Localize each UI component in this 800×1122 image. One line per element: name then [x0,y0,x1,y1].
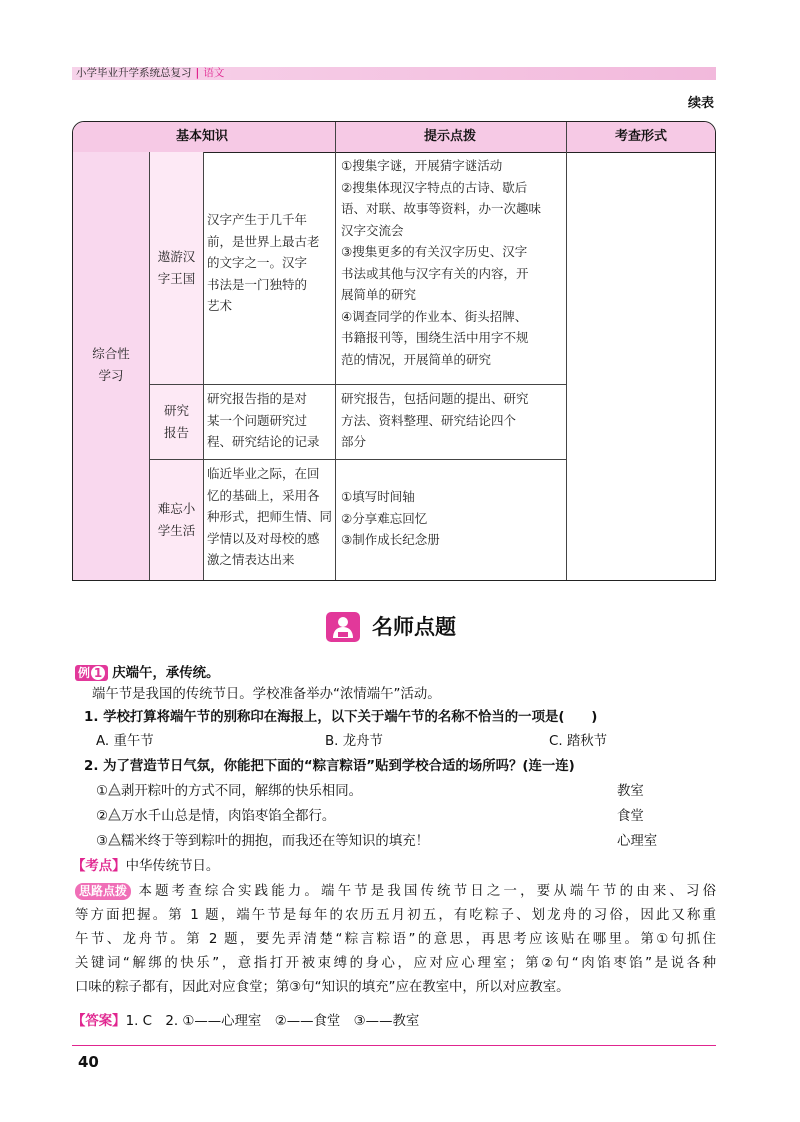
q1-option-a: A. 重午节 [96,734,154,749]
row3-knowledge: 临近毕业之际，在回 忆的基础上，采用各 种形式，把师生情、同 学情以及对母校的感 激之情表达出来 [207,466,333,567]
row1-tips: ①搜集字谜，开展猜字谜活动 ②搜集体现汉字特点的古诗、歇后 语、对联、故事等资料，办一次趣味 汉字交流会 ③搜集更多的有关汉字历史、汉字 书法或其他与汉字有关的内容，开 展简单的研究 ④调查同学的作业本、街头招牌、 书籍报刊等，围绕生活中用字不规 范的情况，开展简单的研究 [341,158,542,367]
book-title: 小学毕业升学系统总复习 [76,67,192,79]
exam-point: 【考点】中华传统节日。 [72,859,220,874]
example-intro: 端午节是我国的传统节日。学校准备举办“浓情端午”活动。 [92,687,441,702]
teacher-icon [326,612,360,642]
section-title: 名师点题 [372,615,456,639]
answer: 【答案】1. C 2. ①——心理室 ②——食堂 ③——教室 [72,1014,420,1029]
example-heading [75,664,219,684]
row1-subcategory: 遨游汉 字王国 [157,249,196,286]
header-separator: | [195,67,200,79]
analysis-line-2: 等方面把握。第 1 题，端午节是每年的农历五月初五，有吃粽子、划龙舟的习俗，因此又称重 [75,908,716,923]
analysis-badge: 思路点拨 [75,883,131,900]
row3-tips: ①填写时间轴 ②分享难忘回忆 ③制作成长纪念册 [341,489,440,547]
category-label: 综合性 学习 [92,346,130,383]
row1-knowledge: 汉字产生于几千年 前，是世界上最古老 的文字之一。汉字 书法是一门独特的 艺术 [207,212,320,313]
header-basic-knowledge: 基本知识 [175,129,228,144]
row3-subcategory: 难忘小 学生活 [157,501,196,538]
place-classroom: 教室 [617,784,644,799]
page-number: 40 [78,1053,99,1071]
example-number: 1 [91,666,105,680]
table-header-row [73,122,715,153]
subject-label: 语文 [203,67,225,79]
place-cafeteria: 食堂 [617,809,644,824]
example-title: 庆端午，承传统。 [112,666,220,681]
question-1: 1. 学校打算将端午节的别称印在海报上，以下关于端午节的名称不恰当的一项是( ) [84,710,598,725]
zongzi-icon [108,783,121,796]
analysis-line-1: 思路点拨 本题考查综合实践能力。端午节是我国传统节日之一，要从端午节的由来、习俗 [75,882,716,902]
header-exam-form: 考查形式 [614,129,667,144]
q2-item-3: ③ 糯米终于等到粽叶的拥抱，而我还在等知识的填充！ [96,834,429,849]
q2-item-1: ① 剥开粽叶的方式不同，解绑的快乐相同。 [96,784,363,799]
question-2: 2. 为了营造节日气氛，你能把下面的“粽言粽语”贴到学校合适的场所吗？(连一连) [84,759,575,774]
running-header [76,67,224,80]
header-tips: 提示点拨 [423,129,476,144]
row2-subcategory: 研究 报告 [163,403,189,440]
q2-item-2: ② 万水千山总是情，肉馅枣馅全都行。 [96,809,336,824]
q1-option-b: B. 龙舟节 [325,734,383,749]
row2-knowledge: 研究报告指的是对 某一个问题研究过 程、研究结论的记录 [207,391,320,449]
analysis-line-4: 关键词“解绑的快乐”，意指打开被束缚的身心，应对应心理室；第②句“肉馅枣馅”是说各种 [75,956,716,971]
row2-tips: 研究报告，包括问题的提出、研究 方法、资料整理、研究结论四个 部分 [341,391,529,449]
zongzi-icon [108,833,121,846]
footer-rule [72,1045,716,1046]
zongzi-icon [108,808,121,821]
example-badge: 例 1 [75,665,108,681]
analysis-line-5: 口味的粽子都有，因此对应食堂；第③句“知识的填充”应在教室中，所以对应教室。 [75,980,570,995]
continued-label: 续表 [687,96,714,111]
q1-option-c: C. 踏秋节 [549,734,608,749]
place-counseling-room: 心理室 [617,834,658,849]
knowledge-table [72,121,716,581]
analysis-line-3: 午节、龙舟节。第 2 题，要先弄清楚“粽言粽语”的意思，再思考应该贴在哪里。第①句抓住 [75,932,716,947]
